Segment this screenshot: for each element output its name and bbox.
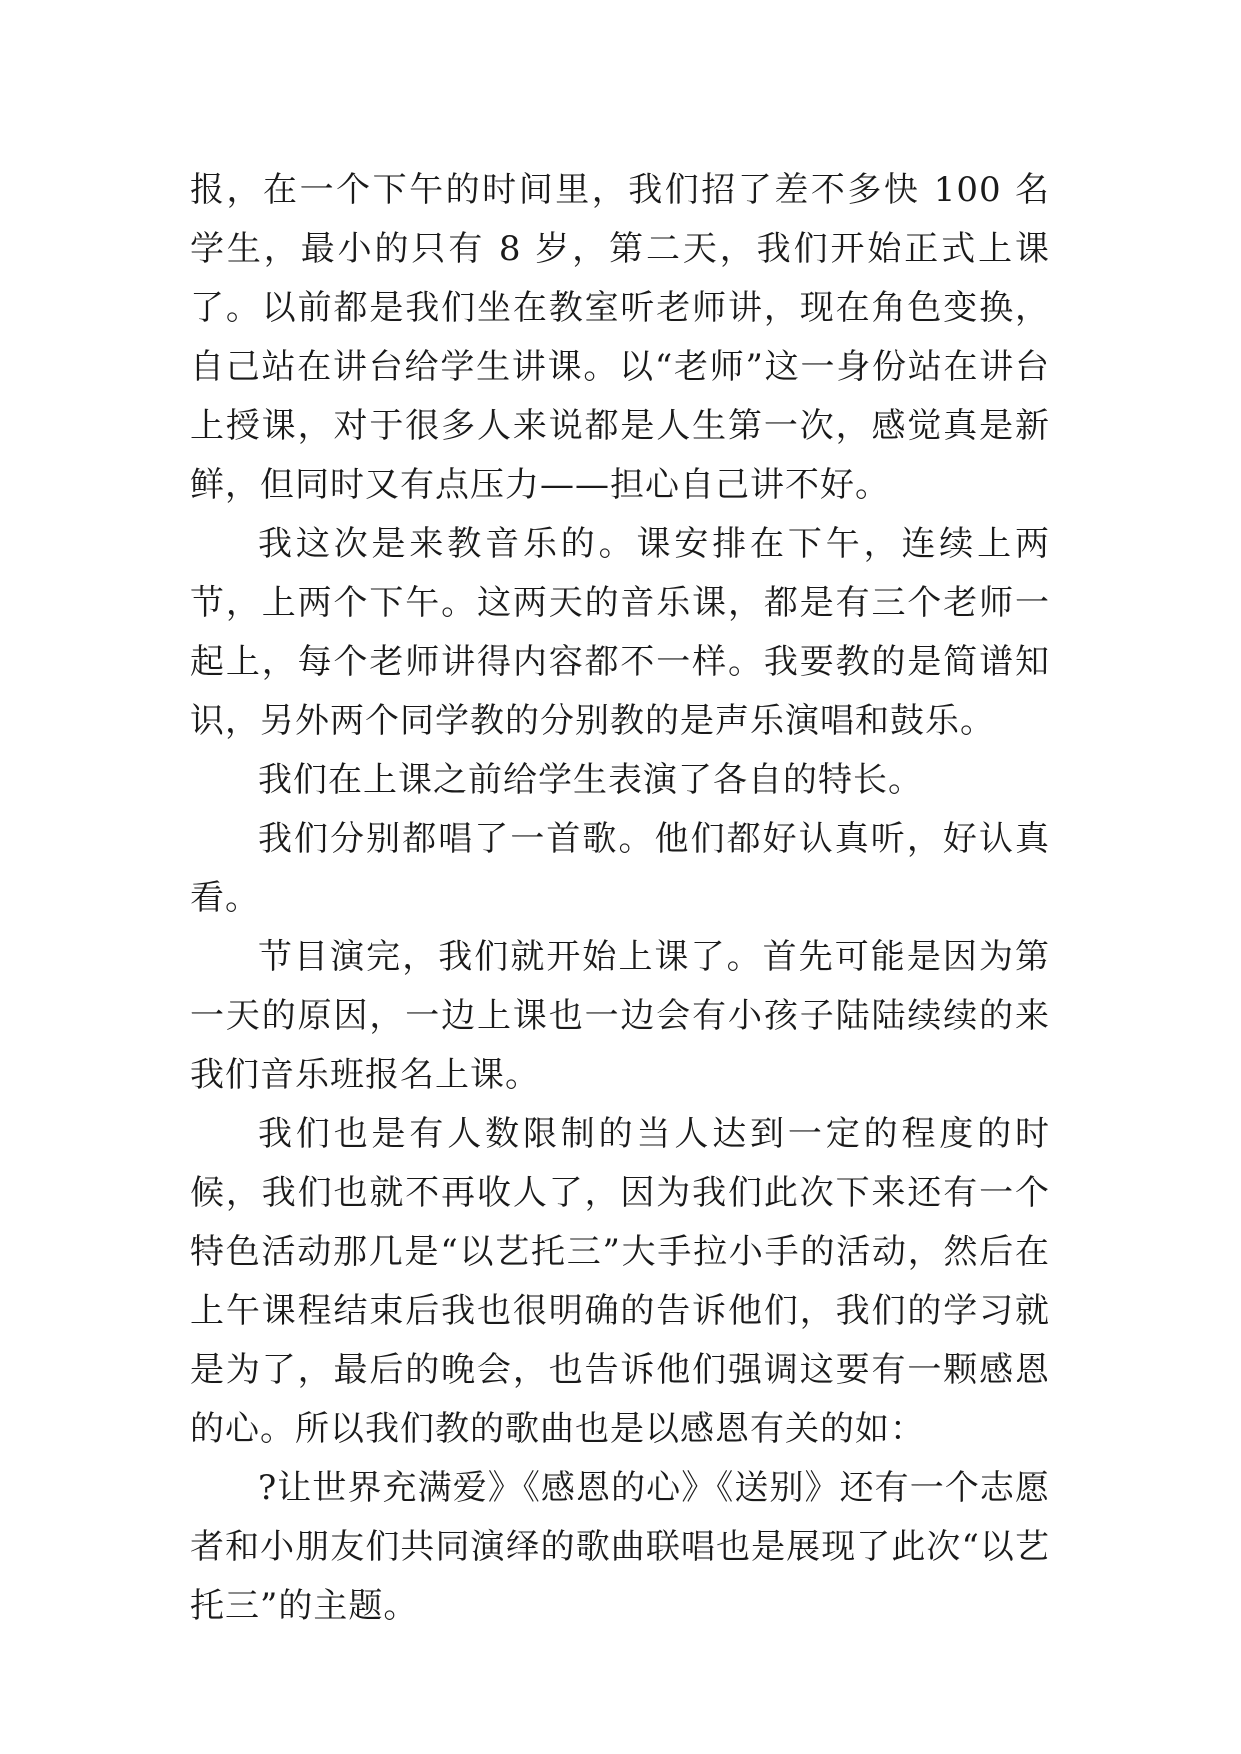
paragraph-2: 我这次是来教音乐的。课安排在下午，连续上两节，上两个下午。这两天的音乐课，都是有三个老师一起上，每个老师讲得内容都不一样。我要教的是简谱知识，另外两个同学教的分别教的是声乐演唱和鼓乐。 bbox=[190, 524, 1050, 741]
document-body bbox=[190, 0, 1050, 1636]
paragraph-7: ?让世界充满爱》《感恩的心》《送别》还有一个志愿者和小朋友们共同演绎的歌曲联唱也是展现了此次“以艺托三”的主题。 bbox=[190, 1468, 1050, 1626]
paragraph-4: 我们分别都唱了一首歌。他们都好认真听，好认真看。 bbox=[190, 819, 1050, 918]
paragraph-5: 节目演完，我们就开始上课了。首先可能是因为第一天的原因，一边上课也一边会有小孩子陆陆续续的来我们音乐班报名上课。 bbox=[190, 937, 1050, 1095]
paragraph-1: 报，在一个下午的时间里，我们招了差不多快 100 名学生，最小的只有 8 岁，第二天，我们开始正式上课了。以前都是我们坐在教室听老师讲，现在角色变换，自己站在讲台给学生讲课。以“老师”这一身份站在讲台上授课，对于很多人来说都是人生第一次，感觉真是新鲜，但同时又有点压力——担心自己讲不好。 bbox=[190, 170, 1050, 505]
paragraph-3: 我们在上课之前给学生表演了各自的特长。 bbox=[258, 760, 923, 800]
paragraph-6: 我们也是有人数限制的当人达到一定的程度的时候，我们也就不再收人了，因为我们此次下来还有一个特色活动那几是“以艺托三”大手拉小手的活动，然后在上午课程结束后我也很明确的告诉他们，我们的学习就是为了，最后的晚会，也告诉他们强调这要有一颗感恩的心。所以我们教的歌曲也是以感恩有关的如： bbox=[190, 1114, 1050, 1449]
